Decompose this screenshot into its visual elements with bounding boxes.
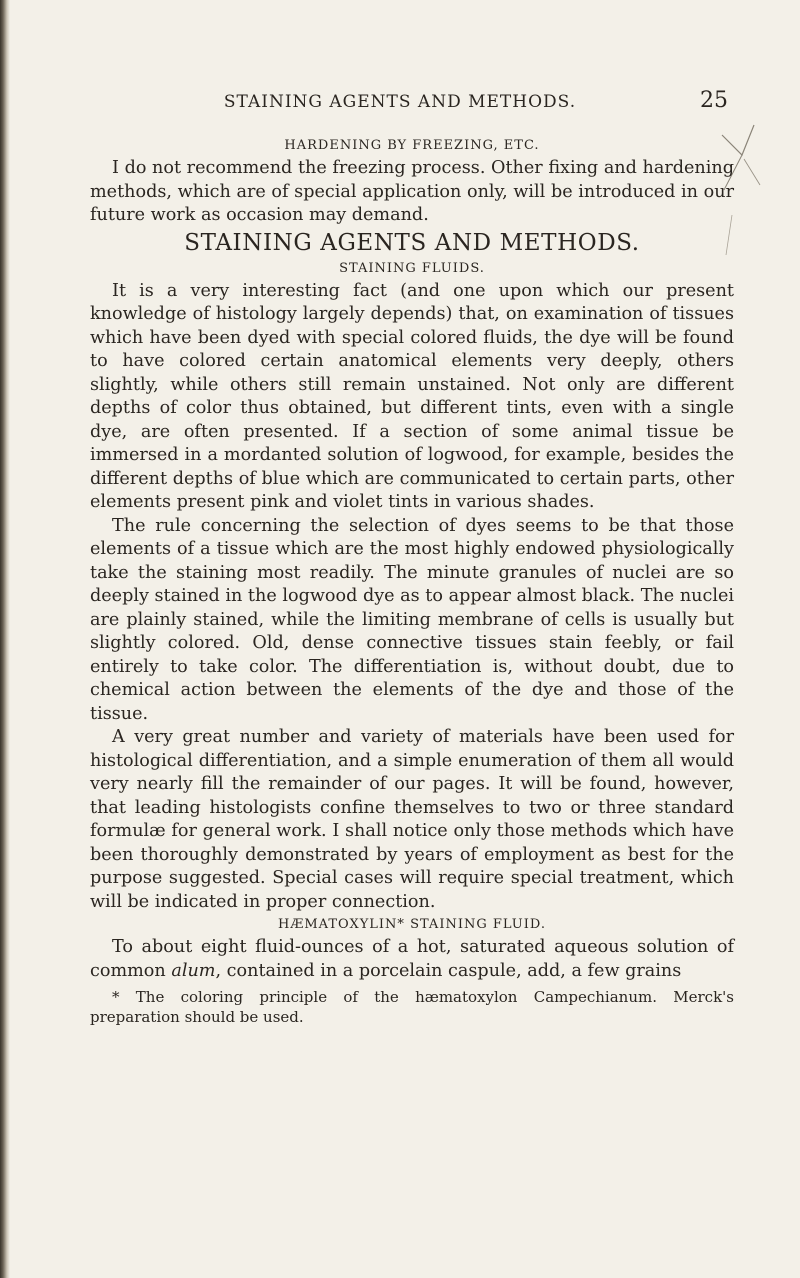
- section-heading-staining-fluids: STAINING FLUIDS.: [339, 260, 485, 276]
- paragraph-haematoxylin-start: To about eight fluid-ounces of a hot, saturated aqueous solution of common: [90, 937, 734, 981]
- paragraph-1: It is a very interesting fact (and one upon which our present knowledge of histology largely depends) that, on examination of tissues which have been dyed with special colored fluids, the dye will be found to have colored certain anatomical elements very deeply, others slightly, while others still remain unstained. Not only are different depths of color thus obtained, but different tints, even with a single dye, are often presented. If a section of some animal tissue be immersed in a mordanted solution of logwood, for example, besides the different depths of blue which are communicated to certain parts, other elements present pink and violet tints in various shades.: [90, 280, 734, 512]
- body-text: [90, 134, 734, 1027]
- paragraph-2: The rule concerning the selection of dyes seems to be that those elements of a tissue which are the most highly endowed physiologically take the staining most readily. The minute granules of nuclei are so deeply stained in the logwood dye as to appear almost black. The nuclei are plainly stained, while the limiting membrane of cells is usually but slightly colored. Old, dense connective tissues stain feebly, or fail entirely to take color. The differentiation is, without doubt, due to chemical action between the elements of the dye and those of the tissue.: [90, 515, 734, 724]
- page-number: 25: [700, 88, 728, 113]
- alum-term: alum: [171, 960, 216, 981]
- footnote: * The coloring principle of the hæmatoxylon Campechianum. Merck's preparation should be used.: [90, 988, 734, 1026]
- paragraph-3: A very great number and variety of materials have been used for histological differentiation, and a simple enumeration of them all would very nearly fill the remainder of our pages. It will be found, however, that leading histologists confine themselves to two or three standard formulæ for general work. I shall notice only those methods which have been thoroughly demonstrated by years of employment as best for the purpose suggested. Special cases will require special treatment, which will be indicated in proper connection.: [90, 727, 734, 912]
- running-head: STAINING AGENTS AND METHODS.: [223, 92, 577, 112]
- binding-gutter: [0, 0, 10, 1278]
- paragraph-haematoxylin-end: , contained in a porcelain caspule, add, a few grains: [215, 960, 682, 981]
- paragraph-hardening: I do not recommend the freezing process. Other fixing and hardening methods, which are of special application only, will be introduced in our future work as occasion may demand.: [90, 158, 734, 225]
- chapter-title: STAINING AGENTS AND METHODS.: [184, 229, 640, 256]
- section-heading-haematoxylin: HÆMATOXYLIN* STAINING FLUID.: [278, 917, 546, 932]
- section-heading-hardening: HARDENING BY FREEZING, ETC.: [284, 138, 540, 153]
- paragraph-haematoxylin: [90, 936, 734, 983]
